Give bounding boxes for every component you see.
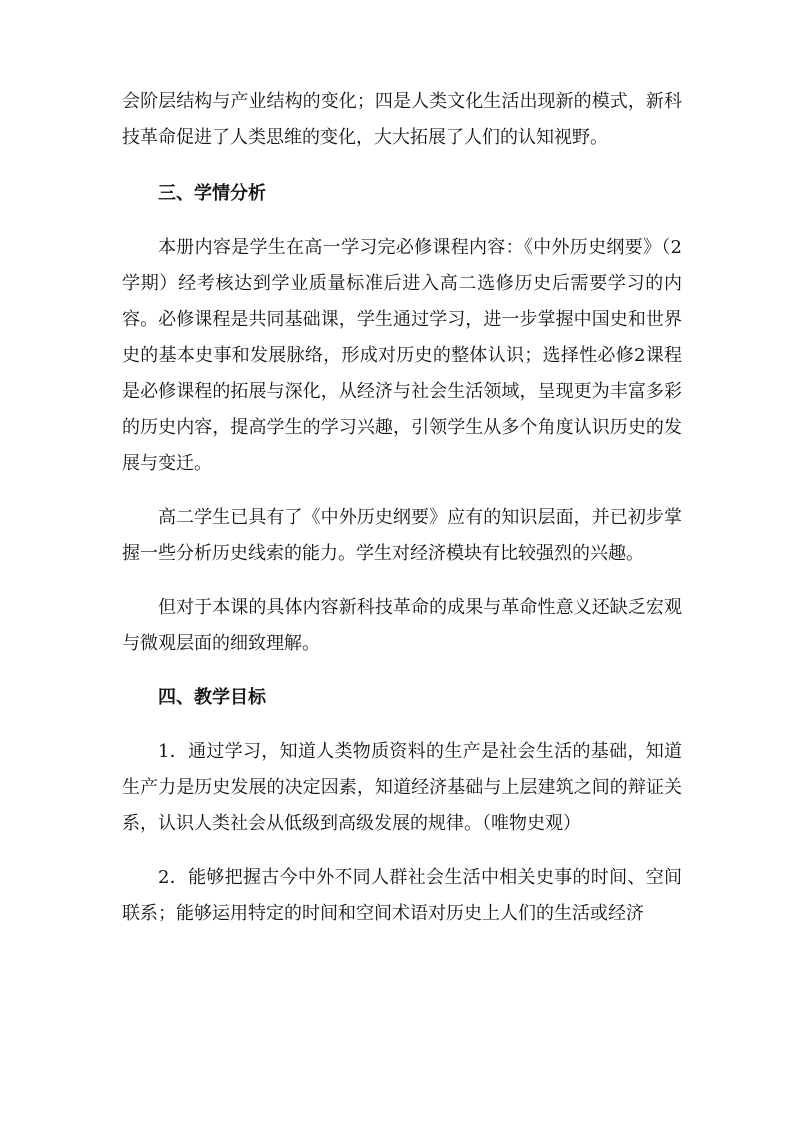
learner-analysis-paragraph-2: 高二学生已具有了《中外历史纲要》应有的知识层面，并已初步掌握一些分析历史线索的能力。学生对经济模块有比较强烈的兴趣。 <box>122 507 682 564</box>
spacer <box>122 212 682 230</box>
section-heading-learner-analysis: 三、学情分析 <box>158 183 266 204</box>
section-heading-teaching-goals: 四、教学目标 <box>158 687 266 708</box>
learner-analysis-paragraph-3: 但对于本课的具体内容新科技革命的成果与革命性意义还缺乏宏观与微观层面的细致理解。 <box>122 597 682 654</box>
spacer <box>122 482 682 500</box>
learner-analysis-paragraph-1: 本册内容是学生在高一学习完必修课程内容：《中外历史纲要》（2学期）经考核达到学业质量标准后进入高二选修历史后需要学习的内容。必修课程是共同基础课，学生通过学习，进一步掌握中国史和世界史的基本史事和发展脉络，形成对历史的整体认识；选择性必修2课程是必修课程的拓展与深化，从经济与社会生活领域，呈现更为丰富多彩的历史内容，提高学生的学习兴趣，引领学生从多个角度认识历史的发展与变迁。 <box>122 237 682 474</box>
document-body <box>122 84 682 932</box>
spacer <box>122 842 682 860</box>
spacer <box>122 662 682 680</box>
teaching-goal-2: 2．能够把握古今中外不同人群社会生活中相关史事的时间、空间联系；能够运用特定的时间和空间术语对历史上人们的生活或经济 <box>122 867 682 924</box>
intro-paragraph: 会阶层结构与产业结构的变化；四是人类文化生活出现新的模式，新科技革命促进了人类思维的变化，大大拓展了人们的认知视野。 <box>122 91 682 148</box>
teaching-goal-1: 1．通过学习，知道人类物质资料的生产是社会生活的基础，知道生产力是历史发展的决定因素，知道经济基础与上层建筑之间的辩证关系，认识人类社会从低级到高级发展的规律。（唯物史观） <box>122 741 682 834</box>
spacer <box>122 156 682 176</box>
spacer <box>122 716 682 734</box>
spacer <box>122 572 682 590</box>
